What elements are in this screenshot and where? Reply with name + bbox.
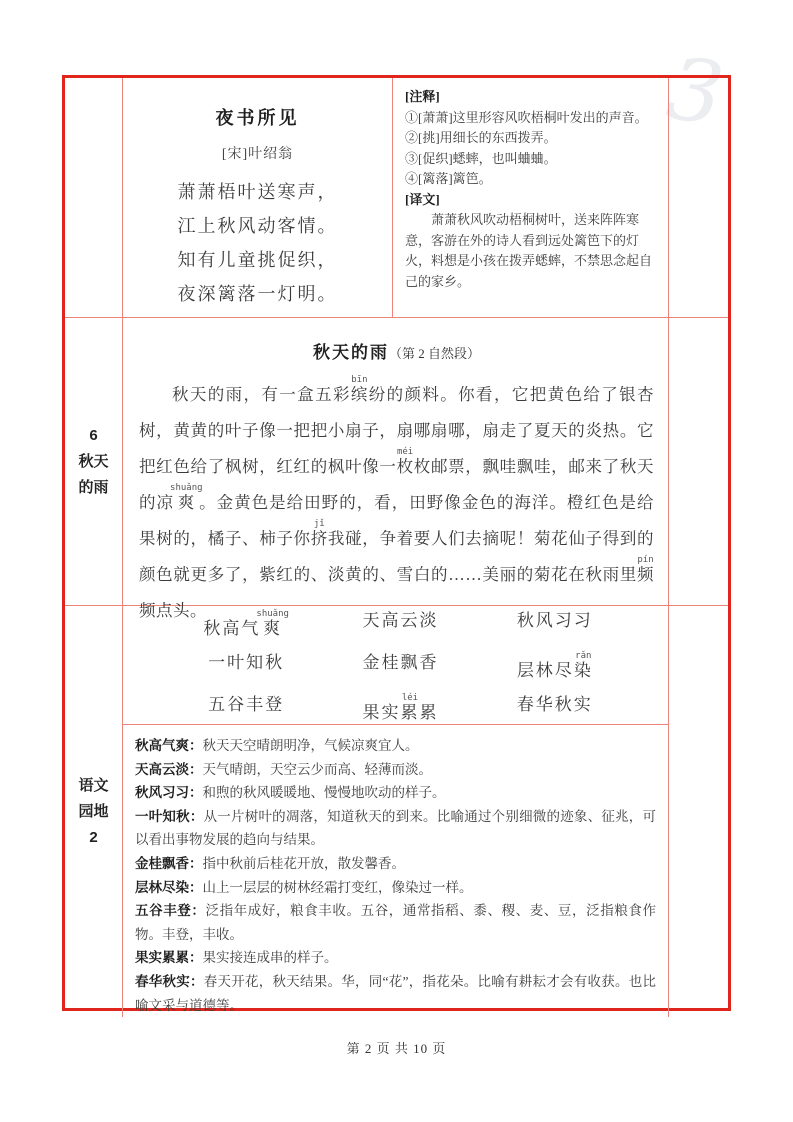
row1-right-cell-empty (669, 78, 728, 318)
notes-header: [注释] (405, 89, 440, 104)
definition-row (135, 781, 656, 805)
note-line: ③[促织]蟋蟀，也叫蛐蛐。 (405, 150, 557, 166)
rain-content-cell (123, 318, 669, 620)
definition-row (135, 899, 656, 946)
garden-unit-label (65, 606, 123, 1017)
garden-content-cell (123, 606, 669, 1017)
row1-content-cell (123, 78, 669, 318)
poem-line: 萧萧梧叶送寒声， (177, 182, 338, 202)
study-sheet-table (62, 75, 731, 1011)
definition-term: 秋高气爽： (135, 738, 203, 753)
definition-term: 一叶知秋： (135, 808, 204, 824)
rain-paragraph: 秋天的雨，有一盒五彩缤bīn纷的颜料。你看，它把黄色给了银杏树，黄黄的叶子像一把把小扇子，扇哪扇哪，扇走了夏天的炎热。它把红色给了枫树，红红的枫叶像一枚méi枚邮票，飘哇飘哇，邮来了秋天的凉爽shuǎng。金黄色是给田野的，看，田野像金色的海洋。橙红色是给果树的，橘子、柿子你挤jǐ我碰，争着要人们去摘呢！菊花仙子得到的颜色就更多了，紫红的、淡黄的、雪白的……美丽的菊花在秋雨里频pín频点头。 (139, 375, 655, 620)
definition-text: 果实接连成串的样子。 (202, 950, 338, 966)
rain-lesson-label-line: 的雨 (78, 478, 109, 496)
notes-cell (393, 78, 668, 317)
definition-row (135, 970, 656, 1017)
definition-term: 秋风习习： (135, 785, 203, 801)
idioms-grid (123, 606, 668, 725)
definition-term: 果实累累： (135, 950, 203, 966)
garden-unit-label-line: 语文 (78, 776, 109, 794)
poem-cell (123, 78, 393, 317)
definition-row (135, 734, 656, 758)
idiom: 金桂飘香 (362, 653, 439, 672)
idiom: 天高云淡 (362, 611, 439, 630)
rain-title-line (139, 338, 654, 363)
definition-text: 山上一层层的树林经霜打变红，像染过一样。 (202, 879, 473, 895)
rain-subtitle: （第 2 自然段） (388, 346, 480, 361)
note-line: ④[篱落]篱笆。 (405, 171, 492, 186)
definition-text: 秋天天空晴朗明净，气候凉爽宜人。 (202, 738, 419, 753)
idiom: 秋风习习 (516, 611, 593, 630)
note-line: ②[挑]用细长的东西拨弄。 (405, 130, 557, 145)
definition-text: 和煦的秋风暖暖地、慢慢地吹动的样子。 (202, 785, 446, 801)
poem-author: [宋]叶绍翁 (221, 147, 294, 162)
definition-term: 五谷丰登： (135, 903, 206, 919)
idiom: 秋高气爽shuǎng (203, 609, 289, 638)
poem-line: 夜深篱落一灯明。 (177, 284, 338, 304)
row2-right-cell-empty (669, 318, 728, 606)
poem-line: 江上秋风动客情。 (177, 216, 338, 236)
idiom: 五谷丰登 (208, 695, 285, 714)
definition-text: 从一片树叶的凋落，知道秋天的到来。比喻通过个别细微的迹象、征兆，可以看出事物发展的趋向与结果。 (135, 808, 657, 848)
page-footer: 第 2 页 共 10 页 (346, 1041, 447, 1056)
poem-title: 夜书所见 (215, 108, 300, 128)
definition-text: 指中秋前后桂花开放，散发馨香。 (202, 855, 405, 871)
poem-lines (123, 175, 392, 311)
poem-line: 知有儿童挑促织， (177, 250, 338, 270)
rain-lesson-label (65, 318, 123, 606)
corner-watermark: 3 (661, 38, 730, 146)
idiom: 一叶知秋 (208, 653, 285, 672)
poem-translation: 萧萧秋风吹动梧桐树叶，送来阵阵寒意，客游在外的诗人看到远处篱笆下的灯火，料想是小孩在拨弄蟋蟀，不禁思念起自己的家乡。 (405, 212, 653, 289)
definition-text: 泛指年成好，粮食丰收。五谷，通常指稻、黍、稷、麦、豆，泛指粮食作物。丰登，丰收。 (135, 903, 657, 942)
row3-right-cell-empty (669, 606, 728, 1017)
garden-unit-label-line: 园地 (78, 802, 109, 820)
definition-text: 春天开花，秋天结果。华，同“花”，指花朵。比喻有耕耘才会有收获。也比喻文采与道德等。 (135, 973, 657, 1013)
definitions-list (123, 725, 668, 1017)
definition-row (135, 876, 656, 900)
definition-term: 春华秋实： (135, 973, 204, 989)
note-line: ①[萧萧]这里形容风吹梧桐叶发出的声音。 (405, 109, 648, 125)
rain-title: 秋天的雨 (312, 343, 389, 362)
idiom: 层林尽染rǎn (516, 651, 593, 680)
rain-lesson-label-line: 秋天 (78, 452, 109, 470)
definition-row (135, 946, 656, 970)
idiom: 春华秋实 (516, 695, 593, 714)
translation-header: [译文] (405, 191, 440, 207)
definition-term: 层林尽染： (135, 879, 203, 895)
garden-unit-label-line: 2 (89, 828, 98, 846)
definition-row (135, 758, 656, 782)
idiom: 果实累léi累 (362, 693, 439, 722)
definition-term: 金桂飘香： (135, 855, 203, 871)
row1-label-cell-empty (65, 78, 123, 318)
definition-term: 天高云淡： (135, 761, 203, 777)
notes-list (405, 108, 658, 190)
definition-text: 天气晴朗，天空云少而高、轻薄而淡。 (202, 761, 432, 777)
definition-row (135, 805, 656, 852)
rain-lesson-label-line: 6 (89, 426, 98, 444)
definition-row (135, 852, 656, 876)
